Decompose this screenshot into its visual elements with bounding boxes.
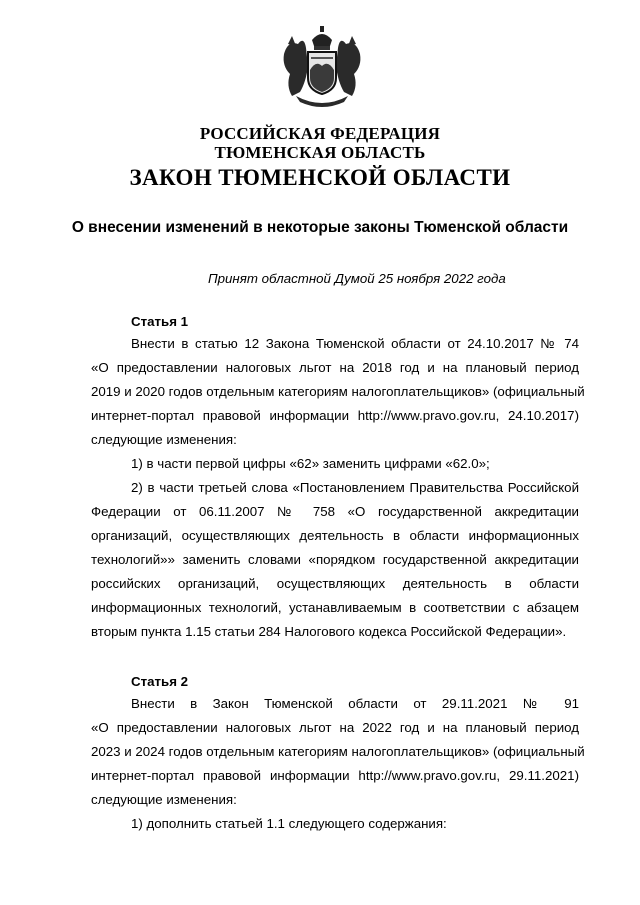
article-2-line: 2023 и 2024 годов отдельным категориям налогоплательщиков» (официальный	[91, 744, 585, 759]
article-2-line: «О предоставлении налоговых льгот на 2022 год и на плановый период	[91, 720, 579, 735]
article-1-line: организаций, осуществляющих деятельность в области информационных	[91, 528, 579, 543]
article-1-line: Внести в статью 12 Закона Тюменской области от 24.10.2017 № 74	[131, 336, 579, 351]
article-1-line: следующие изменения:	[91, 432, 237, 447]
article-2-line: интернет-портал правовой информации http://www.pravo.gov.ru, 29.11.2021)	[91, 768, 579, 783]
article-1-line: 2019 и 2020 годов отдельным категориям налогоплательщиков» (официальный	[91, 384, 585, 399]
article-1-line: российских организаций, осуществляющих деятельность в области	[91, 576, 579, 591]
article-1-line: вторым пункта 1.15 статьи 284 Налогового кодекса Российской Федерации».	[91, 624, 567, 639]
coat-of-arms-emblem	[278, 26, 366, 110]
article-2-heading: Статья 2	[131, 674, 189, 689]
article-2-line: следующие изменения:	[91, 792, 237, 807]
country-heading: РОССИЙСКАЯ ФЕДЕРАЦИЯ	[199, 124, 441, 143]
article-2-line: Внести в Закон Тюменской области от 29.11.2021 № 91	[131, 696, 579, 711]
article-1-line: технологий»» заменить словами «порядком государственной аккредитации	[91, 552, 579, 567]
article-1-line: «О предоставлении налоговых льгот на 2018 год и на плановый период	[91, 360, 579, 375]
region-heading: ТЮМЕНСКАЯ ОБЛАСТЬ	[214, 143, 426, 162]
article-1-line: интернет-портал правовой информации http://www.pravo.gov.ru, 24.10.2017)	[91, 408, 579, 423]
doc-type-heading: ЗАКОН ТЮМЕНСКОЙ ОБЛАСТИ	[129, 165, 511, 190]
article-1-line: 2) в части третьей слова «Постановлением Правительства Российской	[131, 480, 579, 495]
law-title: О внесении изменений в некоторые законы Тюменской области	[71, 219, 569, 236]
article-1-line: информационных технологий, устанавливаемым в соответствии с абзацем	[91, 600, 579, 615]
article-1-heading: Статья 1	[131, 314, 189, 329]
article-1-line: 1) в части первой цифры «62» заменить цифрами «62.0»;	[131, 456, 490, 471]
adoption-note: Принят областной Думой 25 ноября 2022 года	[208, 271, 506, 286]
article-1-line: Федерации от 06.11.2007 № 758 «О государственной аккредитации	[91, 504, 579, 519]
article-2-line: 1) дополнить статьей 1.1 следующего содержания:	[131, 816, 447, 831]
